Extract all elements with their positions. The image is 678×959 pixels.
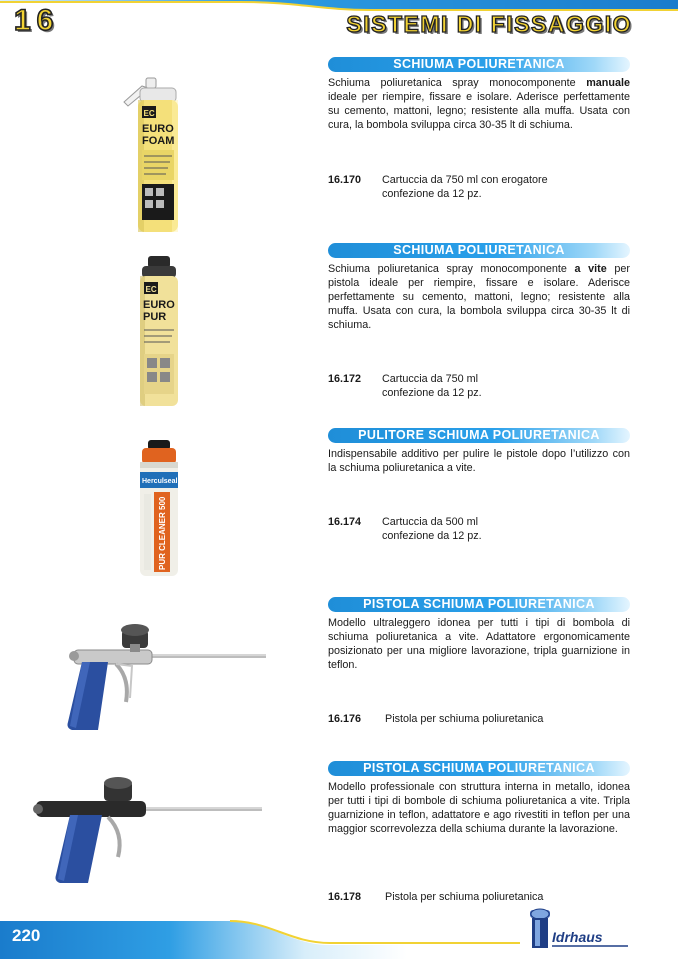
can-logo: EC (145, 285, 157, 294)
product-code: 16.178 (328, 891, 362, 903)
product-code: 16.176 (328, 713, 362, 725)
brand-logo (522, 906, 632, 952)
section-title: SCHIUMA POLIURETANICA (328, 243, 630, 258)
can-logo: EC (143, 109, 155, 118)
can-label-line1: EURO (142, 123, 174, 135)
product-code: 16.172 (328, 373, 362, 385)
chapter-number: 16 (14, 4, 60, 37)
product-image-euro-pur (134, 254, 184, 408)
chapter-title: SISTEMI DI FISSAGGIO (346, 11, 632, 37)
product-code: 16.174 (328, 516, 362, 528)
product-description: Schiuma poliuretanica spray monocomponente a vite per pistola ideale per riempire, fissare e isolare. Aderisce perfettamente su cemento, mattoni, legno; resistente alla muffa. Usata con cura, la bombola sviluppa circa 30-35 lt di schiuma. (328, 263, 631, 331)
section-title: PULITORE SCHIUMA POLIURETANICA (328, 428, 630, 443)
product-spec: Pistola per schiuma poliuretanica (385, 891, 544, 903)
product-spec: Cartuccia da 750 ml con erogatore confezione da 12 pz. (382, 174, 548, 200)
page-number: 220 (12, 926, 41, 945)
product-spec: Cartuccia da 500 ml confezione da 12 pz. (382, 516, 482, 542)
product-spec: Cartuccia da 750 ml confezione da 12 pz. (382, 373, 482, 399)
product-spec: Pistola per schiuma poliuretanica (385, 713, 544, 725)
product-image-euro-foam (118, 74, 190, 234)
product-image-foam-gun-light (60, 618, 270, 740)
section-title: PISTOLA SCHIUMA POLIURETANICA (328, 597, 630, 612)
brand-name: Idrhaus (552, 929, 603, 945)
product-section-16172 (328, 243, 630, 403)
product-code: 16.170 (328, 174, 362, 186)
product-description: Schiuma poliuretanica spray monocomponente manuale ideale per riempire, fissare e isolare. Aderisce perfettamente su cemento, mattoni, legno; resistente alla muffa. Usata con cura, la bombola sviluppa circa 30-35 lt di schiuma. (328, 77, 630, 131)
product-image-foam-gun-pro (26, 775, 266, 891)
can-label: PUR CLEANER 500 (158, 496, 167, 570)
product-image-pur-cleaner (134, 438, 184, 578)
product-description: Modello ultraleggero idonea per tutti i tipi di bombola di schiuma poliuretanica a vite. Adattatore ergonomicamente posizionato per una migliore lavorazione, tripla guarnizione in teflon. (328, 617, 630, 671)
product-section-16176 (328, 597, 630, 732)
can-label-line1: EURO (143, 299, 175, 311)
product-description: Modello professionale con struttura interna in metallo, idonea per tutti i tipi di bombole di schiuma poliuretanica a vite. Tripla guarnizione in teflon, adattatore e ago rivestiti in teflon per una maggior scorrevolezza della schiuma durante la lavorazione. (328, 781, 630, 835)
product-section-16178 (328, 761, 630, 906)
product-section-16170 (328, 57, 630, 207)
can-label-line2: PUR (143, 311, 167, 323)
can-brand: Herculseal (142, 478, 178, 485)
product-section-16174 (328, 428, 630, 548)
can-label-line2: FOAM (142, 135, 175, 147)
section-title: SCHIUMA POLIURETANICA (328, 57, 630, 72)
product-description: Indispensabile additivo per pulire le pistole dopo l’utilizzo con la schiuma poliuretanica a vite. (328, 448, 630, 474)
section-title: PISTOLA SCHIUMA POLIURETANICA (328, 761, 630, 776)
